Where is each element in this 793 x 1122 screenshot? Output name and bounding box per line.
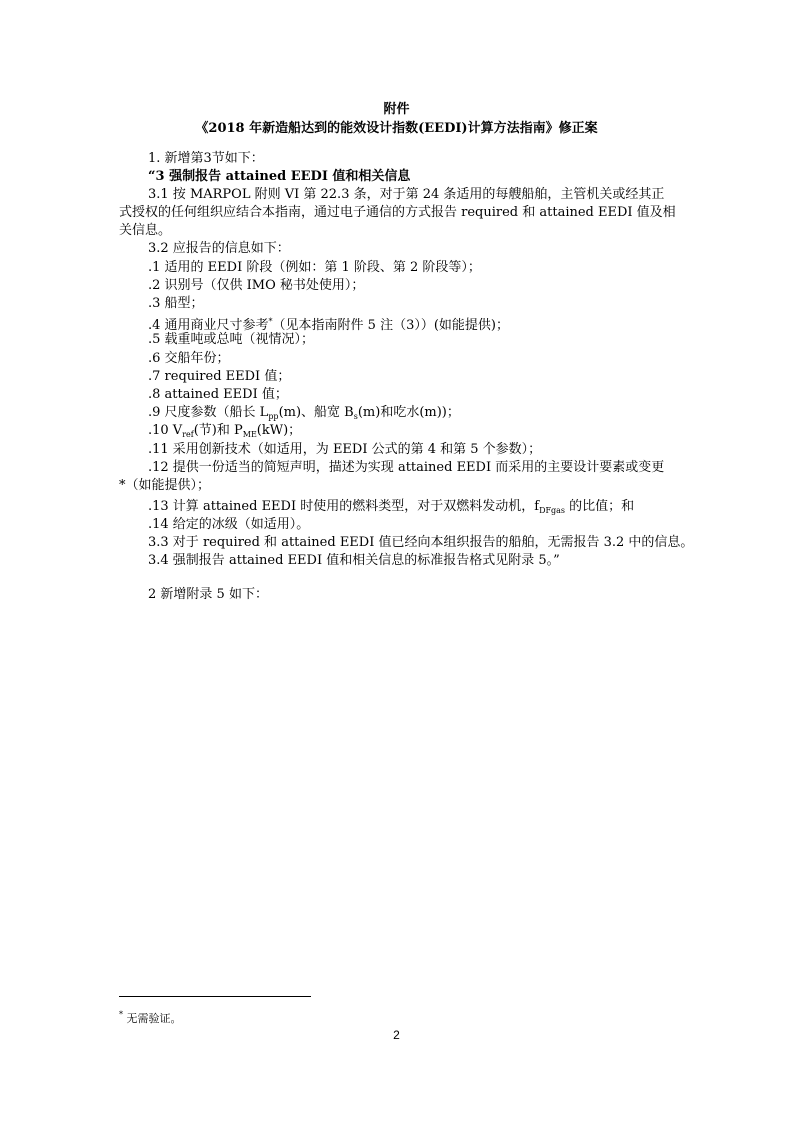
page-number: 2 — [393, 1028, 400, 1042]
footnote-mark: * — [119, 1010, 123, 1019]
para-3-1-line3: 关信息。 — [119, 223, 172, 238]
para-3-1-line1: 3.1 按 MARPOL 附则 VI 第 22.3 条，对于第 24 条适用的每艘船舶，主管机关或经其正 — [148, 187, 665, 202]
footnote-text: 无需验证。 — [126, 1012, 182, 1025]
footnote — [119, 1010, 182, 1026]
para-3-3: 3.3 对于 required 和 attained EEDI 值已经向本组织报告的船舶，无需报告 3.2 中的信息。 — [148, 535, 694, 550]
section-2-intro: 2 新增附录 5 如下： — [148, 587, 268, 602]
heading-text: 强制报告 attained EEDI 值和相关信息 — [169, 169, 411, 184]
list-item-5: .5 载重吨或总吨（视情况）； — [148, 332, 315, 347]
document-title: 《2018 年新造船达到的能效设计指数(EEDI)计算方法指南》修正案 — [195, 121, 598, 136]
subscript-s: s — [353, 412, 358, 421]
footnote-divider — [119, 996, 311, 997]
item-13-text: .13 计算 attained EEDI 时使用的燃料类型，对于双燃料发动机，f — [148, 499, 540, 514]
item-4-text: .4 通用商业尺寸参考 — [148, 318, 269, 333]
list-item-8: .8 attained EEDI 值； — [148, 387, 288, 402]
para-3-1-line2: 式授权的任何组织应结合本指南，通过电子通信的方式报告 required 和 attained EEDI 值及相 — [119, 205, 676, 220]
list-item-14: .14 给定的冰级（如适用）。 — [148, 517, 310, 532]
list-item-2: .2 识别号（仅供 IMO 秘书处使用）； — [148, 278, 365, 293]
subscript-pp: pp — [268, 412, 279, 421]
section-3-heading — [148, 168, 410, 186]
list-item-7: .7 required EEDI 值； — [148, 369, 291, 384]
list-item-12: .12 提供一份适当的简短声明，描述为实现 attained EEDI 而采用的主要设计要素或变更 — [148, 460, 665, 475]
item-4-text-rest: （见本指南附件 5 注（3））(如能提供)； — [272, 318, 509, 333]
annex-label: 附件 — [383, 102, 410, 117]
item-10-text-end: (kW)； — [256, 423, 302, 438]
subscript-dfgas: DFgas — [539, 506, 566, 515]
para-3-4: 3.4 强制报告 attained EEDI 值和相关信息的标准报告格式见附录 5。” — [148, 553, 560, 568]
list-item-1: .1 适用的 EEDI 阶段（例如：第 1 阶段、第 2 阶段等）； — [148, 260, 481, 275]
item-10-text-mid: (节)和 P — [193, 423, 243, 438]
open-quote: “3 — [148, 169, 170, 184]
item-13-text-end: 的比值；和 — [565, 499, 635, 514]
list-item-11: .11 采用创新技术（如适用，为 EEDI 公式的第 4 和第 5 个参数）； — [148, 442, 542, 457]
footnote-marker: * — [268, 317, 273, 326]
subscript-ref: ref — [182, 430, 194, 439]
subscript-me: ME — [242, 430, 257, 439]
item-9-text: .9 尺度参数（船长 L — [148, 405, 269, 420]
list-item-12-continuation: *（如能提供）； — [119, 478, 211, 493]
item-9-text-end: (m)和吃水(m))； — [357, 405, 460, 420]
list-item-6: .6 交船年份； — [148, 351, 230, 366]
item-10-text: .10 V — [148, 423, 183, 438]
item-9-text-mid: (m)、船宽 B — [278, 405, 354, 420]
para-3-2: 3.2 应报告的信息如下： — [148, 241, 290, 256]
section-1-intro: 1. 新增第3节如下： — [148, 151, 264, 166]
list-item-3: .3 船型； — [148, 296, 204, 311]
